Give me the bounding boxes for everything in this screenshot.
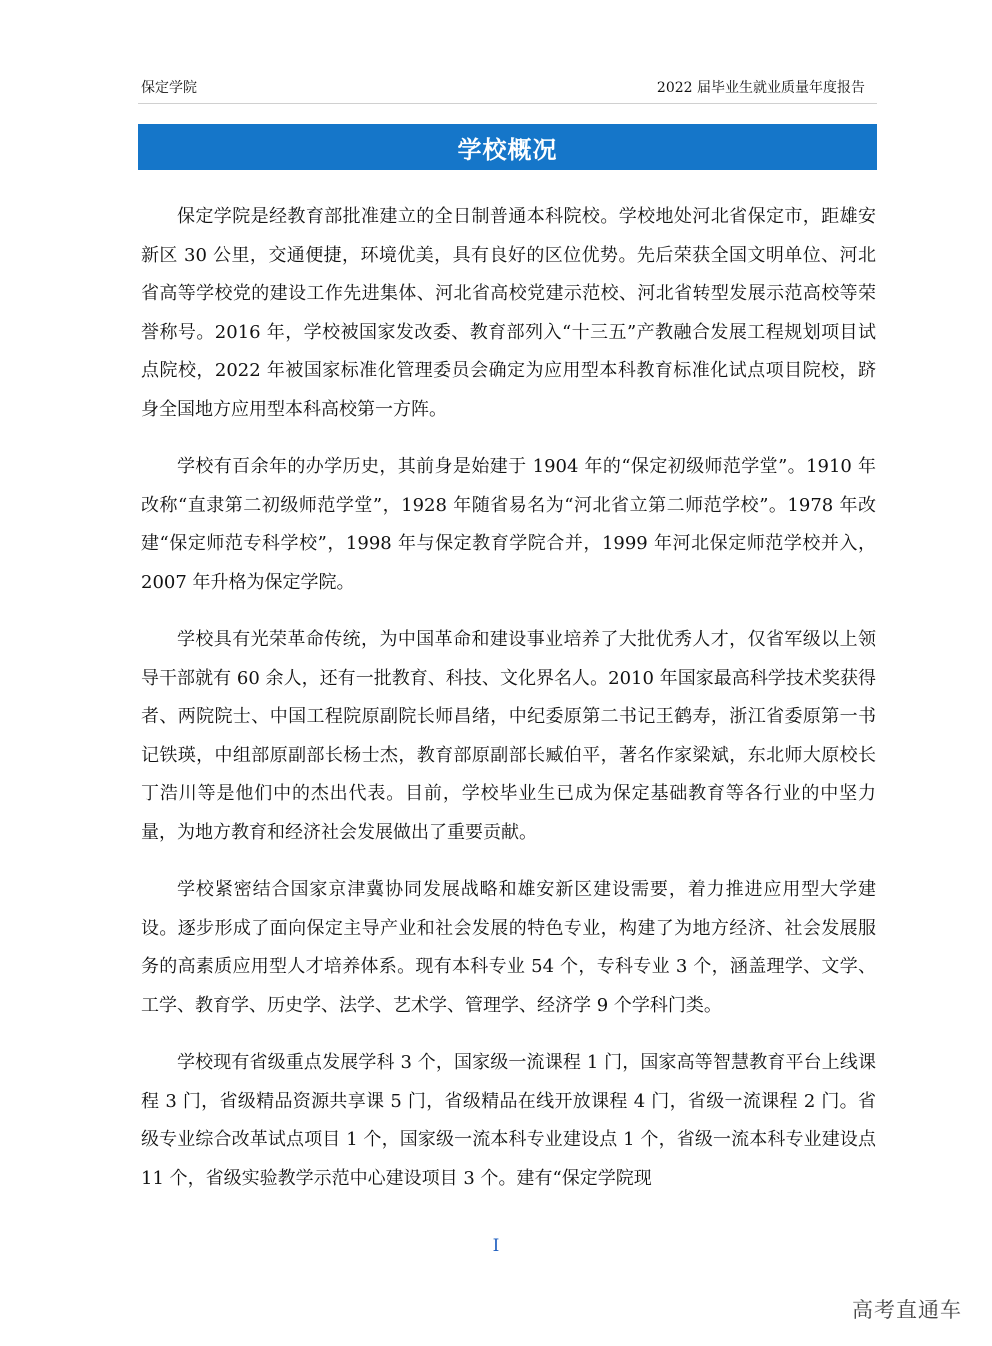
document-body bbox=[141, 198, 876, 1217]
header-school-name: 保定学院 bbox=[141, 80, 197, 96]
section-title-banner bbox=[138, 124, 877, 170]
header-divider bbox=[138, 103, 877, 104]
page-number: I bbox=[492, 1236, 500, 1256]
header-report-title: 2022 届毕业生就业质量年度报告 bbox=[656, 80, 865, 96]
paragraph-disciplines: 学校现有省级重点发展学科 3 个，国家级一流课程 1 门，国家高等智慧教育平台上线课程 3 门，省级精品资源共享课 5 门，省级精品在线开放课程 4 门，省级一流课程 2 门。省级专业综合改革试点项目 1 个，国家级一流本科专业建设点 1 个，省级一流本科专业建设点 11 个，省级实验教学示范中心建设项目 3 个。建有“保定学院现 bbox=[141, 1052, 876, 1189]
paragraph-history: 学校有百余年的办学历史，其前身是始建于 1904 年的“保定初级师范学堂”。1910 年改称“直隶第二初级师范学堂”，1928 年随省易名为“河北省立第二师范学校”。1978 年改建“保定师范专科学校”，1998 年与保定教育学院合并，1999 年河北保定师范学校并入，2007 年升格为保定学院。 bbox=[141, 456, 876, 593]
paragraph-tradition: 学校具有光荣革命传统，为中国革命和建设事业培养了大批优秀人才，仅省军级以上领导干部就有 60 余人，还有一批教育、科技、文化界名人。2010 年国家最高科学技术奖获得者、两院院士、中国工程院原副院长师昌绪，中纪委原第二书记王鹤寿，浙江省委原第一书记铁瑛，中组部原副部长杨士杰，教育部原副部长臧伯平，著名作家梁斌，东北师大原校长丁浩川等是他们中的杰出代表。目前，学校毕业生已成为保定基础教育等各行业的中坚力量，为地方教育和经济社会发展做出了重要贡献。 bbox=[141, 629, 876, 843]
watermark-text: 高考直通车 bbox=[852, 1298, 962, 1322]
section-title: 学校概况 bbox=[457, 135, 558, 164]
paragraph-development: 学校紧密结合国家京津冀协同发展战略和雄安新区建设需要，着力推进应用型大学建设。逐步形成了面向保定主导产业和社会发展的特色专业，构建了为地方经济、社会发展服务的高素质应用型人才培养体系。现有本科专业 54 个，专科专业 3 个，涵盖理学、文学、工学、教育学、历史学、法学、艺术学、管理学、经济学 9 个学科门类。 bbox=[141, 879, 876, 1016]
paragraph-intro: 保定学院是经教育部批准建立的全日制普通本科院校。学校地处河北省保定市，距雄安新区 30 公里，交通便捷，环境优美，具有良好的区位优势。先后荣获全国文明单位、河北省高等学校党的建设工作先进集体、河北省高校党建示范校、河北省转型发展示范高校等荣誉称号。2016 年，学校被国家发改委、教育部列入“十三五”产教融合发展工程规划项目试点院校，2022 年被国家标准化管理委员会确定为应用型本科教育标准化试点项目院校，跻身全国地方应用型本科高校第一方阵。 bbox=[141, 206, 876, 420]
